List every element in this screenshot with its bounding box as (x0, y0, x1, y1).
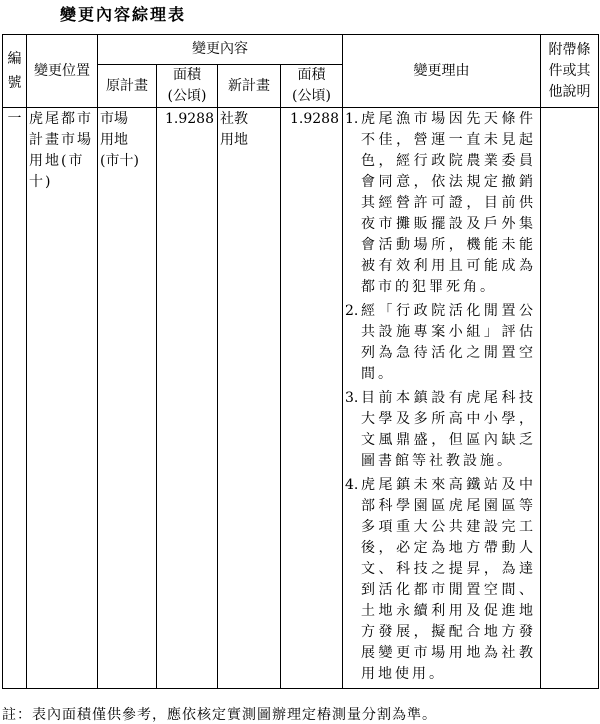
reason-item (345, 475, 536, 685)
header-area-original: 面積 (公頃) (157, 65, 218, 108)
reason-text: 虎尾鎮未來高鐵站及中部科學園區虎尾園區等多項重大公共建設完工後，必定為地方帶動人文、科技之提昇，為達到活化都市閒置空間、土地永續利用及促進地方發展，擬配合地方發展變更市場用地為社教用地使用。 (361, 477, 536, 682)
reason-number: 1. (345, 111, 359, 127)
header-no: 編 號 (3, 35, 27, 108)
reason-number: 4. (345, 477, 359, 493)
reason-item (345, 301, 536, 385)
table-row (3, 108, 599, 689)
reason-number: 3. (345, 390, 359, 406)
reason-item (345, 109, 536, 298)
footnote: 註：表內面積僅供參考，應依核定實測圖辦理定樁測量分割為準。 (2, 707, 437, 723)
reason-text: 經「行政院活化閒置公共設施專案小組」評估列為急待活化之閒置空間。 (361, 303, 536, 382)
row-location: 虎尾都市計畫市場用地(市十) (27, 108, 98, 689)
header-reason: 變更理由 (343, 35, 541, 108)
row-new-plan: 社教 用地 (218, 108, 281, 689)
row-area-new: 1.9288 (281, 108, 343, 689)
reason-number: 2. (345, 303, 359, 319)
page-title: 變更內容綜理表 (60, 5, 187, 24)
header-remarks: 附帶條件或其他說明 (541, 35, 599, 108)
row-reasons (343, 108, 541, 689)
reason-item (345, 388, 536, 472)
header-area-new: 面積 (公頃) (281, 65, 343, 108)
header-new-plan: 新計畫 (218, 65, 281, 108)
row-area-original: 1.9288 (157, 108, 218, 689)
row-original-plan: 市場 用地 (市十) (98, 108, 157, 689)
reason-text: 虎尾漁市場因先天條件不佳，營運一直未見起色，經行政院農業委員會同意，依法規定撤銷其經營許可證，目前供夜市攤販擺設及戶外集會活動場所，機能未能被有效利用且可能成為都市的犯罪死角。 (361, 111, 536, 295)
change-content-table (2, 34, 599, 689)
row-no: 一 (3, 108, 27, 689)
header-content: 變更內容 (98, 35, 343, 65)
header-location: 變更位置 (27, 35, 98, 108)
reason-text: 目前本鎮設有虎尾科技大學及多所高中小學，文風鼎盛，但區內缺乏圖書館等社教設施。 (361, 390, 536, 469)
row-remarks (541, 108, 599, 689)
header-original-plan: 原計畫 (98, 65, 157, 108)
